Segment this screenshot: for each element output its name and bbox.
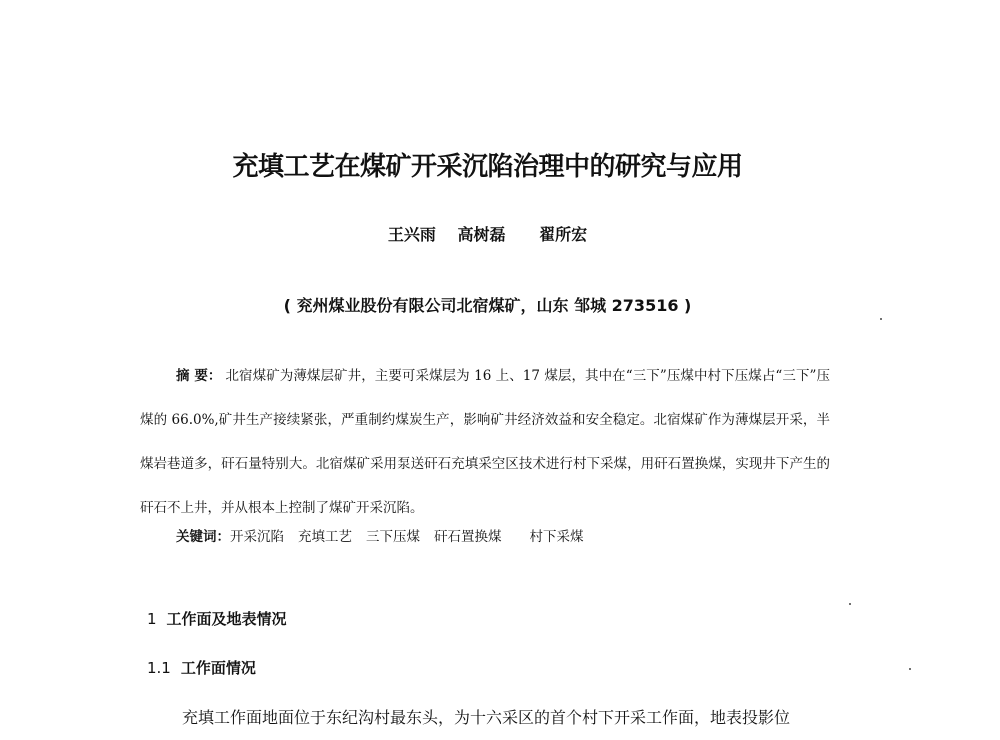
section-title: 工作面及地表情况 [166, 610, 287, 628]
keyword: 村下采煤 [529, 529, 584, 545]
author-name: 翟所宏 [539, 225, 588, 244]
keywords [176, 525, 598, 545]
section-number: 1 [147, 610, 157, 628]
keyword: 充填工艺 [298, 529, 352, 545]
keyword: 三下压煤 [366, 529, 420, 545]
paper-title: 充填工艺在煤矿开采沉陷治理中的研究与应用 [232, 152, 743, 182]
subsection-heading [147, 657, 256, 678]
keyword: 矸石置换煤 [434, 529, 502, 545]
author-list [0, 222, 975, 245]
abstract [140, 354, 830, 530]
affiliation: ( 兖州煤业股份有限公司北宿煤矿，山东 邹城 273516 ) [283, 296, 692, 315]
subsection-number: 1.1 [147, 659, 171, 677]
abstract-label: 摘 要： [176, 368, 222, 384]
section-heading [147, 608, 287, 629]
keywords-label: 关键词： [176, 529, 230, 545]
keyword: 开采沉陷 [230, 529, 284, 545]
scan-speck [880, 318, 882, 320]
abstract-text: 北宿煤矿为薄煤层矿井，主要可采煤层为 16 上、17 煤层，其中在“三下”压煤中村下压煤占“三下”压煤的 66.0%,矿井生产接续紧张，严重制约煤炭生产，影响矿井经济效益和安全稳定。北宿煤矿作为薄煤层开采，半煤岩巷道多，矸石量特别大。北宿煤矿采用泵送矸石充填采空区技术进行村下采煤，用矸石置换煤，实现井下产生的矸石不上井，并从根本上控制了煤矿开采沉陷。 [140, 368, 830, 516]
body-paragraph: 充填工作面地面位于东纪沟村最东头，为十六采区的首个村下开采工作面，地表投影位 [182, 708, 791, 727]
scan-speck [849, 603, 851, 605]
subsection-title: 工作面情况 [180, 659, 256, 677]
scan-speck [909, 668, 911, 670]
author-name: 高树磊 [457, 225, 506, 244]
author-name: 王兴雨 [387, 225, 436, 244]
